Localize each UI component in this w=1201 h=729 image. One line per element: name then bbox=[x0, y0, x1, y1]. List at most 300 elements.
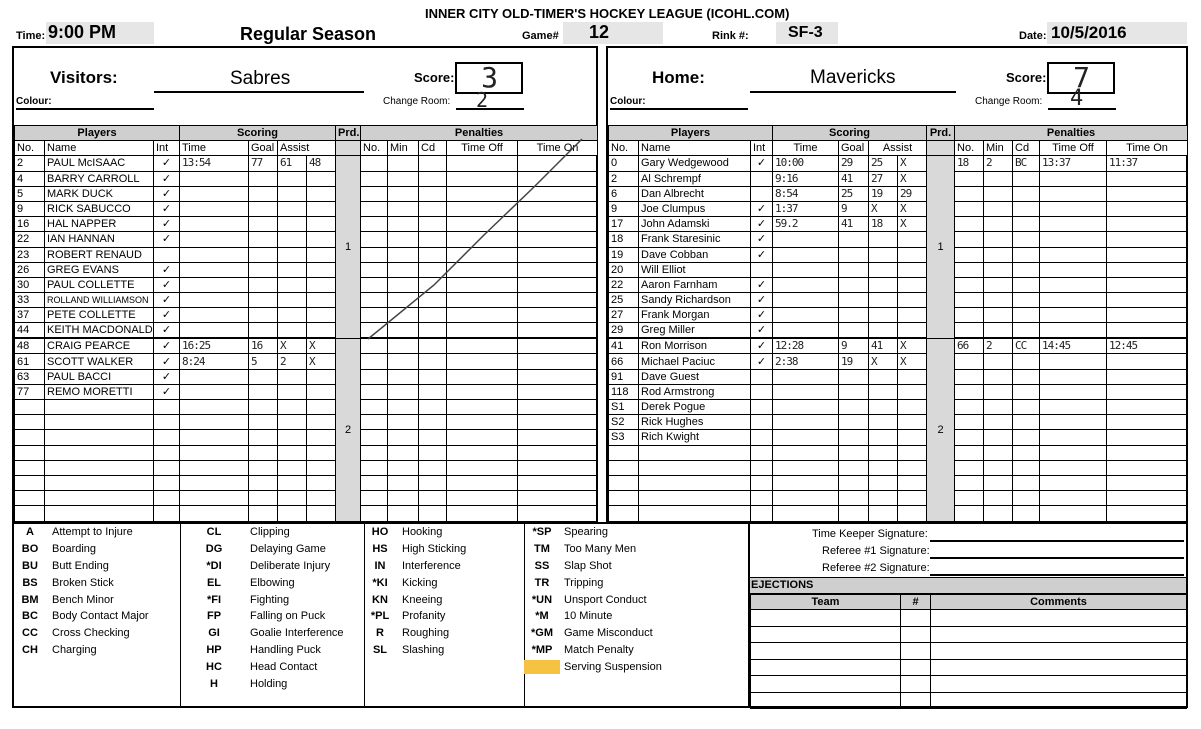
penalty-min bbox=[984, 445, 1013, 460]
player-in-check: ✓ bbox=[751, 323, 773, 339]
col-time-on: Time On bbox=[1107, 141, 1188, 156]
goal-scorer: 29 bbox=[839, 156, 869, 171]
period-1: 1 bbox=[927, 156, 955, 339]
penalty-time-off bbox=[1040, 277, 1107, 292]
assist-2: X bbox=[898, 156, 927, 171]
penalty-time-on bbox=[518, 369, 598, 384]
table-row bbox=[609, 171, 1188, 186]
legend-item bbox=[12, 541, 180, 558]
penalty-no bbox=[955, 232, 984, 247]
player-number: 19 bbox=[609, 247, 639, 262]
player-name: Sandy Richardson bbox=[639, 293, 751, 308]
penalty-cd bbox=[419, 491, 447, 506]
table-row bbox=[15, 400, 598, 415]
penalty-time-off bbox=[447, 415, 518, 430]
legend-item bbox=[362, 574, 522, 591]
prd-header: Prd. bbox=[336, 126, 361, 141]
game-date: 10/5/2016 bbox=[1047, 22, 1187, 44]
table-row bbox=[609, 506, 1188, 521]
visitors-score-label: Score: bbox=[414, 70, 455, 85]
player-name: BARRY CARROLL bbox=[45, 171, 154, 186]
penalty-time-on bbox=[518, 430, 598, 445]
goal-scorer bbox=[249, 430, 278, 445]
penalty-cd bbox=[1013, 506, 1040, 521]
table-row bbox=[609, 400, 1188, 415]
goal-scorer bbox=[839, 277, 869, 292]
assist-2 bbox=[307, 171, 336, 186]
legend-item bbox=[196, 642, 364, 659]
goal-time bbox=[180, 369, 249, 384]
referee2-signature-line[interactable] bbox=[930, 574, 1184, 576]
penalty-cd bbox=[419, 415, 447, 430]
penalty-code: TM bbox=[534, 543, 550, 556]
penalty-cd bbox=[1013, 491, 1040, 506]
goal-time bbox=[180, 277, 249, 292]
penalty-code: CC bbox=[22, 627, 38, 640]
goal-scorer bbox=[839, 491, 869, 506]
penalty-code: HO bbox=[371, 526, 389, 539]
penalty-time-off bbox=[1040, 369, 1107, 384]
ejections-num-header: # bbox=[901, 595, 931, 610]
goal-time bbox=[180, 460, 249, 475]
penalty-code: HC bbox=[206, 660, 222, 673]
penalty-code: *UN bbox=[531, 593, 553, 606]
visitors-room: 2 bbox=[476, 88, 488, 112]
col-assist: Assist bbox=[869, 141, 927, 156]
player-number bbox=[15, 430, 45, 445]
penalty-min bbox=[388, 384, 419, 399]
legend-item bbox=[196, 541, 364, 558]
penalty-code: *FI bbox=[206, 593, 222, 606]
assist-1 bbox=[869, 369, 898, 384]
penalty-time-off bbox=[1040, 293, 1107, 308]
penalty-no bbox=[955, 445, 984, 460]
time-label: Time: bbox=[16, 30, 46, 42]
player-name: John Adamski bbox=[639, 217, 751, 232]
goal-time: 13:54 bbox=[180, 156, 249, 171]
penalty-cd bbox=[419, 400, 447, 415]
assist-2 bbox=[307, 201, 336, 216]
assist-1 bbox=[278, 445, 307, 460]
penalty-no bbox=[955, 475, 984, 490]
table-row bbox=[609, 475, 1188, 490]
player-in-check: ✓ bbox=[154, 293, 180, 308]
legend-item bbox=[196, 574, 364, 591]
goal-time bbox=[180, 475, 249, 490]
player-name: Dan Albrecht bbox=[639, 186, 751, 201]
assist-2: X bbox=[898, 201, 927, 216]
referee1-signature-line[interactable] bbox=[930, 557, 1184, 559]
assist-1 bbox=[869, 506, 898, 521]
assist-1 bbox=[869, 430, 898, 445]
table-row bbox=[609, 293, 1188, 308]
goal-time bbox=[773, 277, 839, 292]
penalty-code: *M bbox=[535, 610, 549, 623]
assist-2 bbox=[898, 308, 927, 323]
assist-2 bbox=[307, 308, 336, 323]
penalty-no: 66 bbox=[955, 338, 984, 354]
game-number: 12 bbox=[563, 22, 663, 44]
penalty-no bbox=[955, 277, 984, 292]
assist-2 bbox=[898, 277, 927, 292]
player-in-check: ✓ bbox=[751, 354, 773, 369]
penalty-time-off bbox=[1040, 171, 1107, 186]
player-in-check bbox=[751, 460, 773, 475]
penalty-min bbox=[984, 308, 1013, 323]
col-min: Min bbox=[388, 141, 419, 156]
rink-label: Rink #: bbox=[712, 30, 749, 42]
player-name: GREG EVANS bbox=[45, 262, 154, 277]
col-time-off: Time Off bbox=[1040, 141, 1107, 156]
goal-scorer: 77 bbox=[249, 156, 278, 171]
penalty-time-off bbox=[1040, 232, 1107, 247]
assist-2: X bbox=[307, 354, 336, 369]
player-name: Joe Clumpus bbox=[639, 201, 751, 216]
assist-1 bbox=[869, 293, 898, 308]
table-row bbox=[15, 506, 598, 521]
assist-1 bbox=[869, 445, 898, 460]
penalty-description: Game Misconduct bbox=[564, 627, 653, 640]
goal-scorer bbox=[249, 232, 278, 247]
player-in-check bbox=[751, 445, 773, 460]
player-in-check bbox=[154, 415, 180, 430]
penalty-no bbox=[361, 384, 388, 399]
penalty-description: Slap Shot bbox=[564, 559, 612, 572]
player-number: 41 bbox=[609, 338, 639, 354]
assist-1 bbox=[278, 400, 307, 415]
goal-scorer bbox=[839, 460, 869, 475]
player-number bbox=[15, 475, 45, 490]
table-row bbox=[15, 445, 598, 460]
penalty-min bbox=[388, 445, 419, 460]
penalty-cd bbox=[1013, 262, 1040, 277]
penalty-description: Body Contact Major bbox=[52, 610, 149, 623]
penalty-code: *SP bbox=[532, 526, 552, 539]
penalty-code: BM bbox=[21, 593, 39, 606]
player-name: Dave Cobban bbox=[639, 247, 751, 262]
penalty-time-on bbox=[518, 415, 598, 430]
scoring-header: Scoring bbox=[180, 126, 336, 141]
penalty-no bbox=[361, 475, 388, 490]
goal-scorer bbox=[249, 323, 278, 339]
player-number: 33 bbox=[15, 293, 45, 308]
penalty-no bbox=[955, 460, 984, 475]
legend-item bbox=[362, 541, 522, 558]
penalty-time-on bbox=[518, 445, 598, 460]
assist-2 bbox=[307, 384, 336, 399]
player-name: Ron Morrison bbox=[639, 338, 751, 354]
penalty-description: Unsport Conduct bbox=[564, 593, 647, 606]
league-title: INNER CITY OLD-TIMER'S HOCKEY LEAGUE (ICOHL.COM) bbox=[425, 6, 790, 21]
penalty-description: Kneeing bbox=[402, 593, 443, 606]
penalty-time-on bbox=[1107, 293, 1188, 308]
player-name bbox=[45, 475, 154, 490]
penalty-code: *MP bbox=[531, 643, 553, 656]
legend-col-1 bbox=[12, 524, 180, 658]
penalty-description: Bench Minor bbox=[52, 593, 114, 606]
player-in-check bbox=[154, 400, 180, 415]
penalty-min bbox=[388, 354, 419, 369]
assist-1 bbox=[869, 247, 898, 262]
player-number bbox=[15, 445, 45, 460]
penalty-min bbox=[388, 460, 419, 475]
player-name: Frank Staresinic bbox=[639, 232, 751, 247]
legend-item bbox=[196, 558, 364, 575]
goal-scorer bbox=[249, 475, 278, 490]
player-in-check: ✓ bbox=[154, 217, 180, 232]
penalties-header: Penalties bbox=[955, 126, 1188, 141]
penalty-time-on bbox=[518, 475, 598, 490]
assist-2: 48 bbox=[307, 156, 336, 171]
player-in-check bbox=[154, 247, 180, 262]
penalty-no bbox=[955, 308, 984, 323]
goal-scorer bbox=[839, 415, 869, 430]
penalty-time-off bbox=[1040, 354, 1107, 369]
penalty-time-on bbox=[518, 460, 598, 475]
goal-scorer bbox=[839, 262, 869, 277]
goal-scorer bbox=[249, 262, 278, 277]
table-row bbox=[609, 217, 1188, 232]
penalty-description: Match Penalty bbox=[564, 643, 634, 656]
penalty-description: Spearing bbox=[564, 526, 609, 539]
penalty-min bbox=[984, 369, 1013, 384]
penalty-cd bbox=[1013, 217, 1040, 232]
legend-item bbox=[362, 558, 522, 575]
col-time: Time bbox=[773, 141, 839, 156]
penalty-cd bbox=[419, 354, 447, 369]
scoring-header: Scoring bbox=[773, 126, 927, 141]
penalty-min bbox=[984, 262, 1013, 277]
player-number: S1 bbox=[609, 400, 639, 415]
player-number: 44 bbox=[15, 323, 45, 339]
penalty-time-on bbox=[1107, 262, 1188, 277]
penalty-description: Roughing bbox=[402, 627, 450, 640]
assist-2 bbox=[898, 369, 927, 384]
penalty-cd bbox=[1013, 460, 1040, 475]
legend-item bbox=[362, 524, 522, 541]
legend-item bbox=[196, 658, 364, 675]
assist-2 bbox=[898, 384, 927, 399]
assist-2 bbox=[307, 247, 336, 262]
ejections-team-header: Team bbox=[751, 595, 901, 610]
player-number: 23 bbox=[15, 247, 45, 262]
goal-scorer bbox=[839, 323, 869, 339]
penalty-code: BS bbox=[22, 576, 38, 589]
goal-scorer bbox=[249, 217, 278, 232]
goal-scorer bbox=[249, 186, 278, 201]
penalty-time-off bbox=[1040, 384, 1107, 399]
penalty-cd bbox=[1013, 293, 1040, 308]
penalty-no bbox=[361, 460, 388, 475]
penalty-description: Attempt to Injure bbox=[52, 526, 133, 539]
penalty-code: R bbox=[376, 627, 384, 640]
assist-1 bbox=[869, 323, 898, 339]
table-row bbox=[609, 460, 1188, 475]
assist-2 bbox=[898, 262, 927, 277]
penalty-cd: BC bbox=[1013, 156, 1040, 171]
goal-scorer bbox=[249, 491, 278, 506]
assist-1 bbox=[869, 475, 898, 490]
goal-time bbox=[773, 506, 839, 521]
penalty-time-off: 14:45 bbox=[1040, 338, 1107, 354]
penalty-code: KN bbox=[372, 593, 388, 606]
assist-1: X bbox=[869, 201, 898, 216]
player-in-check bbox=[751, 475, 773, 490]
assist-1: 19 bbox=[869, 186, 898, 201]
goal-time bbox=[180, 232, 249, 247]
player-in-check bbox=[154, 491, 180, 506]
penalty-code: A bbox=[26, 526, 34, 539]
penalty-time-on: 11:37 bbox=[1107, 156, 1188, 171]
player-number: 63 bbox=[15, 369, 45, 384]
player-in-check: ✓ bbox=[751, 308, 773, 323]
player-name bbox=[45, 506, 154, 521]
goal-scorer: 9 bbox=[839, 201, 869, 216]
player-name: SCOTT WALKER bbox=[45, 354, 154, 369]
penalty-time-off bbox=[447, 430, 518, 445]
penalty-time-on bbox=[1107, 369, 1188, 384]
legend-item bbox=[12, 591, 180, 608]
assist-1: 2 bbox=[278, 354, 307, 369]
player-number: 91 bbox=[609, 369, 639, 384]
goal-time bbox=[180, 323, 249, 339]
assist-2 bbox=[307, 293, 336, 308]
penalty-min: 2 bbox=[984, 156, 1013, 171]
home-room-line bbox=[1048, 108, 1116, 110]
penalty-description: Tripping bbox=[564, 576, 604, 589]
penalty-code: BC bbox=[22, 610, 38, 623]
assist-1 bbox=[869, 460, 898, 475]
penalty-no bbox=[361, 430, 388, 445]
legend-item bbox=[524, 608, 748, 625]
penalty-description: 10 Minute bbox=[564, 610, 613, 623]
penalty-no bbox=[955, 354, 984, 369]
player-name: HAL NAPPER bbox=[45, 217, 154, 232]
assist-1: 25 bbox=[869, 156, 898, 171]
home-team-line bbox=[750, 91, 956, 93]
penalty-time-off bbox=[1040, 262, 1107, 277]
penalty-time-on bbox=[1107, 308, 1188, 323]
col-pen-no: No. bbox=[955, 141, 984, 156]
player-name: Rod Armstrong bbox=[639, 384, 751, 399]
penalty-time-on bbox=[1107, 217, 1188, 232]
goal-scorer bbox=[249, 400, 278, 415]
assist-1 bbox=[278, 262, 307, 277]
player-number: 17 bbox=[609, 217, 639, 232]
assist-1 bbox=[869, 400, 898, 415]
assist-1 bbox=[869, 491, 898, 506]
goal-scorer bbox=[249, 460, 278, 475]
penalty-time-on bbox=[1107, 445, 1188, 460]
assist-1 bbox=[278, 201, 307, 216]
penalty-no bbox=[955, 262, 984, 277]
assist-1 bbox=[869, 277, 898, 292]
goal-time: 1:37 bbox=[773, 201, 839, 216]
timekeeper-signature-line[interactable] bbox=[930, 540, 1184, 542]
player-in-check: ✓ bbox=[154, 323, 180, 339]
penalty-cd bbox=[419, 369, 447, 384]
penalty-min bbox=[984, 171, 1013, 186]
assist-2: X bbox=[898, 338, 927, 354]
penalty-min bbox=[388, 369, 419, 384]
assist-2 bbox=[898, 445, 927, 460]
penalty-no bbox=[955, 217, 984, 232]
penalty-code: *DI bbox=[206, 559, 222, 572]
penalty-time-off bbox=[1040, 186, 1107, 201]
penalty-description: Serving Suspension bbox=[564, 660, 662, 673]
legend-item bbox=[524, 574, 748, 591]
penalties-header: Penalties bbox=[361, 126, 598, 141]
table-row bbox=[609, 156, 1188, 171]
penalty-no bbox=[361, 445, 388, 460]
penalty-time-off bbox=[1040, 400, 1107, 415]
legend-item bbox=[196, 591, 364, 608]
penalty-time-off bbox=[1040, 491, 1107, 506]
penalty-no bbox=[361, 415, 388, 430]
penalty-description: Holding bbox=[250, 677, 288, 690]
penalty-min bbox=[984, 232, 1013, 247]
penalty-description: Boarding bbox=[52, 543, 97, 556]
assist-2 bbox=[898, 293, 927, 308]
assist-2 bbox=[898, 430, 927, 445]
penalty-no bbox=[955, 384, 984, 399]
penalty-code: BU bbox=[22, 559, 38, 572]
player-in-check bbox=[154, 460, 180, 475]
assist-2 bbox=[307, 217, 336, 232]
player-in-check: ✓ bbox=[751, 156, 773, 171]
goal-time: 10:00 bbox=[773, 156, 839, 171]
penalty-time-off bbox=[1040, 201, 1107, 216]
player-name bbox=[45, 491, 154, 506]
player-number: 29 bbox=[609, 323, 639, 339]
penalty-code: DG bbox=[205, 543, 223, 556]
home-team: Mavericks bbox=[810, 67, 896, 88]
penalty-time-on bbox=[1107, 384, 1188, 399]
player-in-check: ✓ bbox=[751, 217, 773, 232]
player-in-check: ✓ bbox=[751, 232, 773, 247]
assist-2 bbox=[898, 415, 927, 430]
player-in-check bbox=[751, 430, 773, 445]
home-room-label: Change Room: bbox=[975, 96, 1043, 107]
player-number: 30 bbox=[15, 277, 45, 292]
penalty-description: Butt Ending bbox=[52, 559, 109, 572]
penalty-no bbox=[955, 491, 984, 506]
penalty-min bbox=[984, 430, 1013, 445]
penalty-time-on bbox=[518, 491, 598, 506]
table-row bbox=[609, 369, 1188, 384]
penalty-code: H bbox=[210, 677, 218, 690]
player-number: 2 bbox=[609, 171, 639, 186]
legend-item bbox=[12, 524, 180, 541]
penalty-description: Profanity bbox=[402, 610, 446, 623]
penalty-cd bbox=[419, 460, 447, 475]
table-row bbox=[609, 232, 1188, 247]
player-number: S3 bbox=[609, 430, 639, 445]
penalty-time-on: 12:45 bbox=[1107, 338, 1188, 354]
goal-time bbox=[180, 201, 249, 216]
player-name: KEITH MACDONALD bbox=[45, 323, 154, 339]
goal-time bbox=[180, 430, 249, 445]
goal-time bbox=[180, 186, 249, 201]
rink-number: SF-3 bbox=[776, 22, 838, 44]
penalty-code: IN bbox=[374, 559, 386, 572]
penalty-min bbox=[984, 186, 1013, 201]
penalty-no bbox=[955, 506, 984, 521]
penalty-min bbox=[984, 400, 1013, 415]
player-in-check: ✓ bbox=[154, 232, 180, 247]
visitors-colour-line bbox=[16, 108, 154, 110]
penalty-time-off bbox=[1040, 460, 1107, 475]
